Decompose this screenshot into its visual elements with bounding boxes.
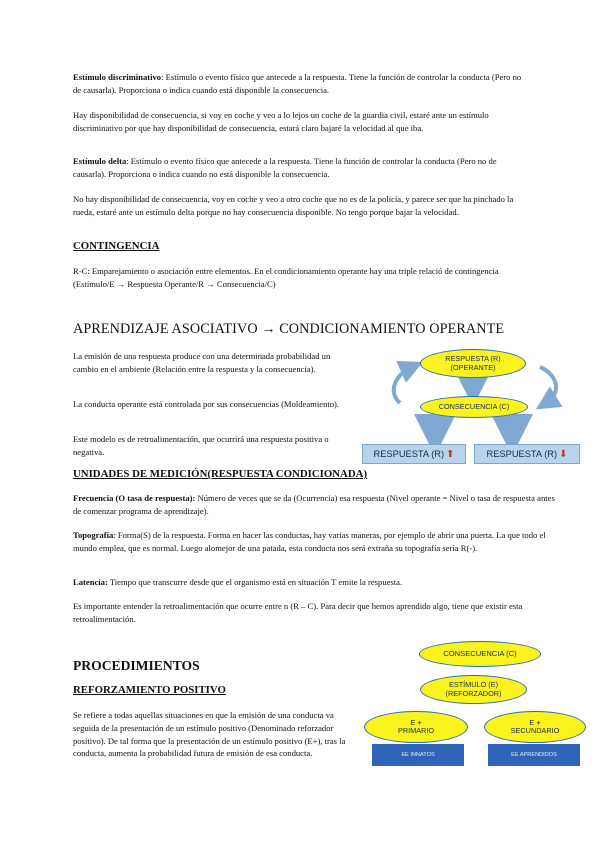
estimulo-delta-example: No hay disponibilidad de consecuencia, voy en coche y veo a otro coche que no es de la policía, y parece ser que ha pinchado la rueda, estaré ante un estímulo delta porque no hay consecuencia disponible. No tengo porque bajar la velocidad. (73, 194, 514, 217)
latencia-term: Latencia: (73, 577, 108, 587)
estimulo-reforzador-ellipse: ESTÍMULO (E) (REFORZADOR) (420, 675, 527, 704)
procedimientos-heading: PROCEDIMIENTOS (73, 658, 200, 673)
estimulo-discriminativo-example: Hay disponibilidad de consecuencia, si voy en coche y veo a lo lejos un coche de la guardia civil, estaré ante un estímulo discriminativo por que hay disponibilidad de consecuencia, estará claro bajaré la velocidad al que iba. (73, 110, 489, 133)
contingencia-heading: CONTINGENCIA (73, 240, 160, 252)
contingencia-text: R-C: Emparejamiento o asociación entre elementos. En el condicionamiento operante hay una triple relació de contingencia (Estímulo/E → Respuesta Operante/R → Consecuencia/C) (73, 266, 499, 289)
topografia-definition: Topografía: Forma(S) de la respuesta. Forma en hacer las conductas, hay varias maneras, por ejemplo de abrir una puerta. La que todo el mundo emplea, que es normal. Luego alomejor de una patada, esta conducta nos será extraña su topografía sería R(-). (73, 530, 546, 553)
arrow-cycle-left (394, 367, 412, 403)
reforzamiento-positivo-heading: REFORZAMIENTO POSITIVO (73, 684, 226, 696)
respuesta-up-box: RESPUESTA (R) ⬆ (362, 444, 466, 464)
latencia-definition: Latencia: Tiempo que transcurre desde que el organismo está en situación T emite la respuesta. (73, 577, 403, 587)
estimulo-delta-term: Estímulo delta (73, 156, 127, 166)
estimulo-discriminativo-definition: Estímulo discriminativo: Estímulo o evento físico que antecede a la respuesta. Tiene la función de controlar la conducta (Pero no de causarla). Proporciona o indica cuando está disponible la consecuencia. (73, 72, 522, 95)
condicionamiento-operante-diagram (360, 345, 582, 465)
estimulo-delta-definition: Estímulo delta: Estímulo o evento físico que antecede a la respuesta. Tiene la función de controlar la conducta (Pero no de causarla). Proporciona o indica cuando no está disponible la consecuencia. (73, 156, 497, 179)
aprendizaje-heading: APRENDIZAJE ASOCIATIVO → CONDICIONAMIENTO OPERANTE (73, 321, 505, 337)
consecuencia-ellipse-2: CONSECUENCIA (C) (419, 641, 541, 667)
reforzamiento-diagram (362, 638, 586, 772)
arrow-cycle-right (540, 367, 556, 403)
respuesta-operante-ellipse: RESPUESTA (R) (OPERANTE) (420, 349, 526, 378)
aprendizaje-paragraph-2: La conducta operante está controlada por sus consecuencias (Moldeamiento). (73, 399, 340, 409)
topografia-term: Topografía (73, 530, 114, 540)
consecuencia-ellipse: CONSECUENCIA (C) (420, 396, 528, 418)
frecuencia-definition: Frecuencia (O tasa de respuesta): Número de veces que se da (Ocurrencia) esa respuesta (Nivel operante = Nivel o tasa de respuesta antes de comenzar programa de aprendizaje). (73, 493, 555, 516)
unidades-heading: UNIDADES DE MEDICIÓN(RESPUESTA CONDICIONADA) (73, 468, 368, 480)
red-up-arrow-icon: ⬆ (446, 448, 455, 460)
e-primario-ellipse: E + PRIMARIO (364, 711, 468, 743)
respuesta-down-box: RESPUESTA (R) ⬇ (474, 444, 580, 464)
ee-aprendidos-box: EE APRENDIDOS (488, 744, 580, 766)
estimulo-discriminativo-term: Estímulo discriminativo (73, 72, 162, 82)
ee-innatos-box: EE INNATOS (372, 744, 464, 766)
reforzamiento-positivo-text: Se refiere a todas aquellas situaciones en que la emisión de una conducta va seguida de la presentación de un estímulo positivo (Denominado reforzador positivo). De tal forma que la presentación de un estímulo positivo (E+), tras la conducta, aumenta la probabilidad futura de emisión de esa conducta. (73, 710, 346, 759)
frecuencia-term: Frecuencia (O tasa de respuesta): (73, 493, 196, 503)
red-down-arrow-icon: ⬇ (559, 448, 568, 460)
aprendizaje-paragraph-1: La emisión de una respuesta produce con una determinada probabilidad un cambio en el ambiente (Relación entre la respuesta y la consecuencia). (73, 351, 331, 374)
aprendizaje-paragraph-3: Este modelo es de retroalimentación, que ocurrirá una respuesta positiva o negativa. (73, 434, 329, 457)
e-secundario-ellipse: E + SECUNDARIO (484, 711, 586, 743)
retroalimentacion-text: Es importante entender la retroalimentación que ocurre entre n (R – C). Para decir que hemos aprendido algo, tiene que existir esta retroalimentación. (73, 601, 523, 624)
